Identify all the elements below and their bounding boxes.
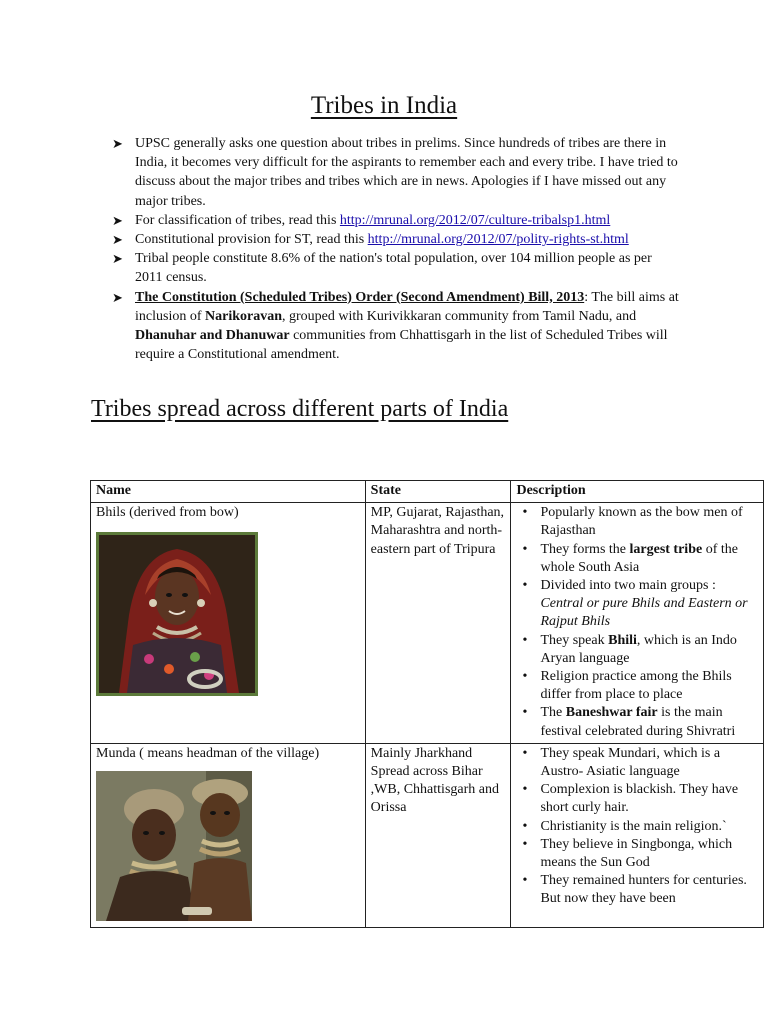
bullet-text: Tribal people constitute 8.6% of the nation's total population, over 104 million people as per 2011 census.	[135, 251, 652, 286]
description-item	[522, 872, 758, 908]
column-header: Name	[91, 481, 366, 503]
bullet-text: Constitutional provision for ST, read this	[135, 232, 368, 248]
tribe-name-cell	[91, 743, 366, 927]
description-text: They forms the	[540, 541, 630, 557]
description-item	[522, 668, 758, 704]
description-text: Religion practice among the Bhils differ from place to place	[540, 669, 732, 703]
bold-term: largest tribe	[629, 541, 703, 557]
description-item	[522, 541, 758, 577]
tribe-state-cell: Mainly Jharkhand Spread across Bihar ,WB, Chhattisgarh and Orissa	[365, 743, 511, 927]
bullet-text: For classification of tribes, read this	[135, 212, 340, 228]
tribes-classification-link[interactable]: http://mrunal.org/2012/07/culture-tribalsp1.html	[339, 212, 611, 228]
page-title: Tribes in India	[310, 92, 458, 119]
bullet-text: communities from Chhattisgarh in the list of Scheduled Tribes will require a Constitutional amendment.	[135, 328, 668, 363]
tribe-description-cell	[511, 743, 764, 927]
description-text: , which is an Indo Aryan language	[540, 632, 737, 666]
description-text: They speak Mundari, which is a Austro- Asiatic language	[540, 745, 721, 780]
intro-bullet-list	[112, 134, 682, 364]
tribe-name: Munda ( means headman of the village)	[96, 745, 320, 761]
arrow-bullet-icon: ➤	[112, 289, 123, 305]
table-header-row	[91, 481, 764, 503]
arrow-bullet-icon: ➤	[112, 136, 123, 151]
st-rights-link[interactable]: http://mrunal.org/2012/07/polity-rights-st.html	[367, 232, 629, 248]
description-text: Divided into two main groups :	[540, 578, 716, 594]
description-text: They speak	[540, 632, 609, 648]
tribe-description-cell	[511, 503, 764, 744]
intro-bullet	[112, 288, 682, 365]
section-title: Tribes spread across different parts of India	[91, 396, 509, 422]
column-header: Description	[511, 481, 764, 503]
bold-term: Dhanuhar and Dhanuwar	[135, 328, 290, 344]
table-row	[91, 503, 764, 744]
bold-term: Narikoravan	[205, 308, 282, 324]
bhil-woman-photo	[96, 532, 258, 696]
description-item	[522, 577, 758, 632]
bill-title: The Constitution (Scheduled Tribes) Order (Second Amendment) Bill, 2013	[135, 289, 585, 305]
description-item	[522, 745, 758, 781]
tribe-name-cell	[91, 503, 366, 744]
description-text: Christianity is the main religion.`	[540, 818, 727, 834]
table-row	[91, 743, 764, 927]
description-item	[522, 632, 758, 668]
description-text: They remained hunters for centuries. But now they have been	[540, 873, 747, 907]
arrow-bullet-icon: ➤	[112, 212, 123, 228]
bold-term: Bhili	[608, 632, 637, 648]
intro-bullet	[112, 134, 682, 211]
description-item	[522, 818, 758, 836]
tribe-name: Bhils (derived from bow)	[96, 505, 239, 521]
bold-term: Baneshwar fair	[565, 705, 658, 721]
description-item	[522, 781, 758, 817]
bullet-text: UPSC generally asks one question about tribes in prelims. Since hundreds of tribes are there in India, it becomes very difficult for the aspirants to remember each and every tribe. I have tried to discuss about the major tribes and tribes which are in news. Apologies if I have missed out any major tribes.	[135, 136, 678, 209]
intro-bullet	[112, 249, 682, 287]
italic-term: Central or pure Bhils and Eastern or Rajput Bhils	[540, 596, 748, 630]
description-text: They believe in Singbonga, which means the Sun God	[540, 836, 733, 871]
bullet-text: : The bill aims at inclusion of	[135, 289, 679, 324]
description-text: The	[540, 705, 566, 721]
arrow-bullet-icon: ➤	[112, 232, 123, 248]
description-text: of the whole South Asia	[540, 541, 738, 575]
description-text: is the main festival celebrated during Shivratri	[540, 705, 736, 739]
description-text: Popularly known as the bow men of Rajasthan	[540, 505, 743, 539]
bullet-text: , grouped with Kurivikkaran community from Tamil Nadu, and	[282, 308, 637, 324]
intro-bullet	[112, 230, 682, 249]
intro-bullet	[112, 211, 682, 230]
tribe-state-cell: MP, Gujarat, Rajasthan, Maharashtra and north-eastern part of Tripura	[365, 503, 511, 744]
munda-girls-photo	[96, 771, 252, 921]
tribes-table	[90, 480, 764, 928]
description-item	[522, 704, 758, 740]
description-item	[522, 836, 758, 872]
description-item	[522, 504, 758, 540]
column-header: State	[365, 481, 511, 503]
description-text: Complexion is blackish. They have short curly hair.	[540, 782, 739, 816]
arrow-bullet-icon: ➤	[112, 251, 123, 267]
